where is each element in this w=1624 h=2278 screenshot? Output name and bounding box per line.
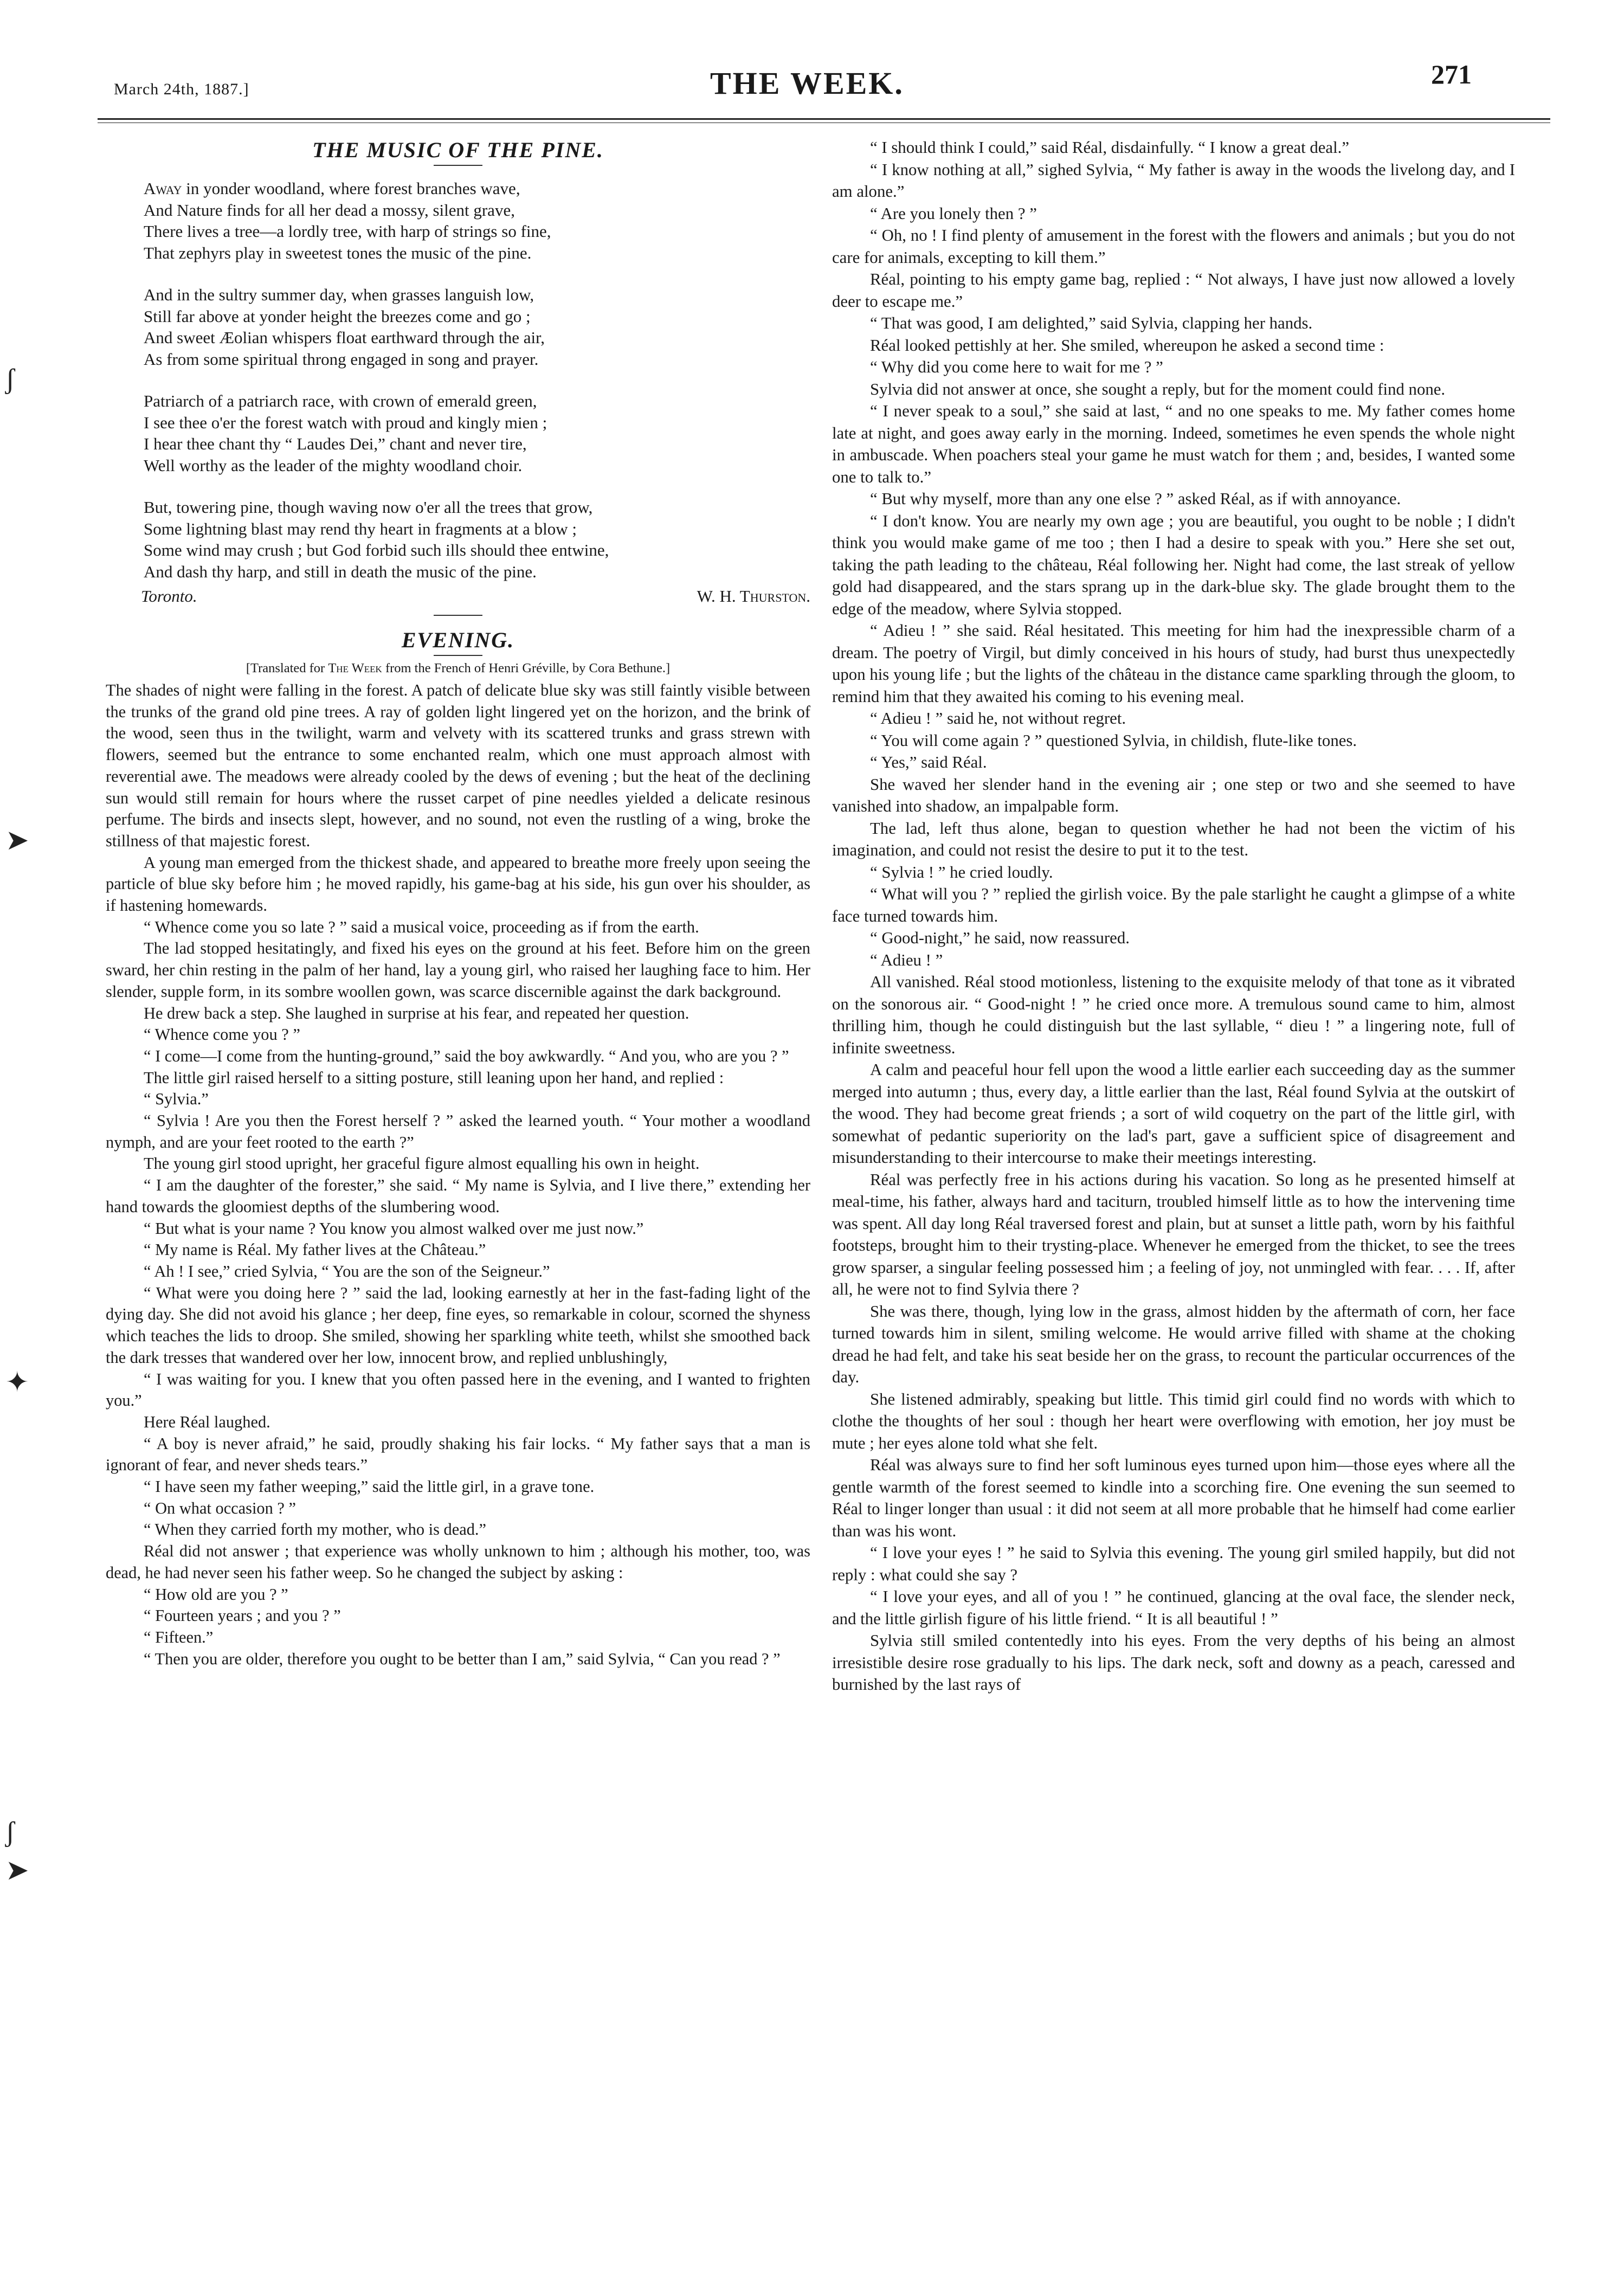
story-paragraph: “ But what is your name ? You know you almost walked over me just now.” xyxy=(144,1219,644,1238)
story-paragraph: “ Then you are older, therefore you ought to be better than I am,” said Sylvia, “ Can you read ? ” xyxy=(144,1649,781,1668)
story-paragraph: All vanished. Réal stood motionless, listening to the exquisite melody of that tone as it vibrated on the sonorous air. “ Good-night ! ” he cried once more. A tremulous sound came to him, almost thrilling him, though he could distinguish but the last syllable, “ dieu ! ” a lingering note, full of infinite sweetness. xyxy=(832,973,1515,1057)
story-paragraph: “ Adieu ! ” said he, not without regret. xyxy=(870,709,1126,728)
poem-line: As from some spiritual throng engaged in song and prayer. xyxy=(144,349,539,369)
story-paragraph: “ I know nothing at all,” sighed Sylvia, “ My father is away in the woods the livelong day, and I am alone.” xyxy=(832,160,1515,201)
poem-line: And dash thy harp, and still in death the music of the pine. xyxy=(144,562,537,581)
poem-stanza xyxy=(144,497,810,582)
poem-line: Away in yonder woodland, where forest branches wave, xyxy=(144,179,520,198)
story-text-right xyxy=(832,137,1515,1696)
poem-title: THE MUSIC OF THE PINE. xyxy=(312,138,604,162)
story-paragraph: “ How old are you ? ” xyxy=(144,1585,288,1604)
story-paragraph: “ Ah ! I see,” cried Sylvia, “ You are the son of the Seigneur.” xyxy=(144,1262,550,1280)
poem-body xyxy=(106,178,810,582)
issue-date: March 24th, 1887.] xyxy=(114,80,249,98)
margin-mark: ➤ xyxy=(5,825,29,856)
margin-mark: ✦ xyxy=(5,1367,29,1398)
story-paragraph: “ My name is Réal. My father lives at the Château.” xyxy=(144,1240,486,1259)
story-paragraph: The young girl stood upright, her graceful figure almost equalling his own in height. xyxy=(144,1154,700,1173)
story-paragraph: “ Sylvia ! ” he cried loudly. xyxy=(870,863,1053,881)
story-paragraph: “ Adieu ! ” she said. Réal hesitated. This meeting for him had the inexpressible charm of a dream. The poetry of Virgil, but dimly conceived in his hours of study, had burst thus unexpectedly upon his young life ; but the lights of the château in the distance came sparkling through the gloom, to remind him that they awaited his coming to his evening meal. xyxy=(832,621,1515,706)
poem-line: Still far above at yonder height the breezes come and go ; xyxy=(144,306,531,326)
story-paragraph: “ What will you ? ” replied the girlish voice. By the pale starlight he caught a glimpse of a white face turned towards him. xyxy=(832,885,1515,925)
story-paragraph: “ Why did you come here to wait for me ? ” xyxy=(870,358,1163,376)
story-paragraph: “ Good-night,” he said, now reassured. xyxy=(870,929,1130,947)
story-paragraph: “ I am the daughter of the forester,” she said. “ My name is Sylvia, and I live there,” extending her hand towards the gloomiest depths of the slumbering wood. xyxy=(106,1176,810,1216)
story-paragraph: Sylvia did not answer at once, she sought a reply, but for the moment could find none. xyxy=(870,379,1446,398)
right-column xyxy=(832,137,1515,1696)
story-paragraph: “ I have seen my father weeping,” said the little girl, in a grave tone. xyxy=(144,1477,595,1496)
story-paragraph: Réal did not answer ; that experience was wholly unknown to him ; although his mother, too, was dead, he had never seen his father weep. So he changed the subject by asking : xyxy=(106,1542,810,1582)
story-paragraph: “ Whence come you ? ” xyxy=(144,1025,300,1044)
story-paragraph: “ I love your eyes ! ” he said to Sylvia this evening. The young girl smiled happily, but did not reply : what could she say ? xyxy=(832,1543,1515,1584)
story-paragraph: “ Fifteen.” xyxy=(144,1627,214,1646)
story-paragraph: “ Fourteen years ; and you ? ” xyxy=(144,1606,341,1625)
story-paragraph: Sylvia still smiled contentedly into his eyes. From the very depths of his being an almost irresistible desire rose gradually to his lips. The dark neck, soft and downy as a peach, caressed and burnished by the last rays of xyxy=(832,1631,1515,1694)
story-paragraph: “ You will come again ? ” questioned Sylvia, in childish, flute-like tones. xyxy=(870,731,1357,750)
title-rule xyxy=(434,165,482,166)
story-paragraph: “ Sylvia ! Are you then the Forest herself ? ” asked the learned youth. “ Your mother a woodland nymph, and are your feet rooted to the earth ?” xyxy=(106,1111,810,1151)
story-paragraph: “ I love your eyes, and all of you ! ” he continued, glancing at the oval face, the slender neck, and the little girlish figure of his little friend. “ It is all beautiful ! ” xyxy=(832,1587,1515,1628)
story-paragraph: “ When they carried forth my mother, who is dead.” xyxy=(144,1520,486,1539)
story-paragraph: “ But why myself, more than any one else ? ” asked Réal, as if with annoyance. xyxy=(870,490,1401,508)
section-rule xyxy=(434,615,482,616)
story-paragraph: She listened admirably, speaking but little. This timid girl could find no words with which to clothe the thoughts of her soul : though her heart were overflowing with emotion, her joy must be mute ; her eyes alone told what she felt. xyxy=(832,1389,1515,1452)
story-paragraph: A calm and peaceful hour fell upon the wood a little earlier each succeeding day as the summer merged into autumn ; thus, every day, a little earlier than the last, Réal found Sylvia at the outskirt of the wood. They had become great friends ; a sort of wild coquetry on the part of the little girl, with somewhat of pedantic superiority on the lad's part, gave a sufficient spice of disagreement and misunderstanding to their intercourse to make their meetings interesting. xyxy=(832,1060,1515,1167)
title-rule xyxy=(434,655,482,656)
poem-place: Toronto. xyxy=(141,587,197,606)
story-paragraph: “ I should think I could,” said Réal, disdainfully. “ I know a great deal.” xyxy=(870,138,1350,157)
poem-line: And Nature finds for all her dead a mossy, silent grave, xyxy=(144,200,515,220)
story-paragraph: Réal was always sure to find her soft luminous eyes turned upon him—those eyes where all the gentle warmth of the forest seemed to kindle into a scorching fire. One evening the sun seemed to Réal to linger longer than usual : it did not seem at all more probable that he himself had come earlier than was his wont. xyxy=(832,1456,1515,1540)
story-paragraph: “ Are you lonely then ? ” xyxy=(870,204,1037,223)
story-paragraph: “ Oh, no ! I find plenty of amusement in the forest with the flowers and animals ; but you do not care for animals, excepting to kill them.” xyxy=(832,226,1515,267)
translation-note: [Translated for The Week from the French of Henri Gréville, by Cora Bethune.] xyxy=(246,661,671,675)
story-paragraph: “ That was good, I am delighted,” said Sylvia, clapping her hands. xyxy=(870,314,1313,332)
poem-author: W. H. Thurston. xyxy=(697,587,810,606)
story-paragraph: “ Sylvia.” xyxy=(144,1090,209,1109)
story-paragraph: Réal looked pettishly at her. She smiled, whereupon he asked a second time : xyxy=(870,336,1384,355)
story-paragraph: She waved her slender hand in the evening air ; one step or two and she seemed to have vanished into shadow, an impalpable form. xyxy=(832,775,1515,815)
story-paragraph: “ On what occasion ? ” xyxy=(144,1498,296,1517)
poem-line: I hear thee chant thy “ Laudes Dei,” chant and never tire, xyxy=(144,434,527,453)
poem-line: Well worthy as the leader of the mighty woodland choir. xyxy=(144,455,523,475)
story-paragraph: “ What were you doing here ? ” said the lad, looking earnestly at her in the fast-fading light of the dying day. She did not avoid his glance ; her deep, fine eyes, so remarkable in colour, scorned the shyness which teaches the lids to droop. She smiled, showing her sparkling white teeth, whilst she smoothed back the dark tresses that wandered over her low, innocent brow, and replied unblushingly, xyxy=(106,1283,810,1367)
poem-line: That zephyrs play in sweetest tones the music of the pine. xyxy=(144,243,532,262)
story-paragraph: The shades of night were falling in the forest. A patch of delicate blue sky was still faintly visible between the trunks of the grand old pine trees. A ray of golden light lingered yet on the horizon, and the brink of the wood, seen thus in the twilight, warm and velvety with its scattered trunks and grass strewn with flowers, seemed but the entrance to some enchanted realm, which one must approach almost with reverential awe. The meadows were already cooled by the dews of evening ; but the heat of the declining sun would still remain for hours where the russet carpet of pine needles yielded a delicate resinous perfume. The birds and insects slept, however, and no sound, not even the rustling of a wing, broke the stillness of that majestic forest. xyxy=(106,681,810,850)
drop-word: Away xyxy=(144,179,182,198)
story-paragraph: He drew back a step. She laughed in surprise at his fear, and repeated her question. xyxy=(144,1003,689,1022)
header-rule xyxy=(98,118,1550,120)
story-paragraph: The lad stopped hesitatingly, and fixed his eyes on the ground at his feet. Before him on the green sward, her chin resting in the palm of her hand, lay a young girl, who raised her laughing face to him. Her slender, supple form, in its sombre woollen gown, was scarce discernible against the dark background. xyxy=(106,939,810,1001)
story-paragraph: Réal, pointing to his empty game bag, replied : “ Not always, I have just now allowed a lovely deer to escape me.” xyxy=(832,270,1515,311)
poem-stanza xyxy=(144,390,810,476)
story-paragraph: “ Adieu ! ” xyxy=(870,950,943,969)
margin-mark: ʃ xyxy=(5,1817,15,1848)
poem-line: Some lightning blast may rend thy heart in fragments at a blow ; xyxy=(144,519,577,538)
story-paragraph: “ A boy is never afraid,” he said, proudly shaking his fair locks. “ My father says that a man is ignorant of fear, and never sheds tears.” xyxy=(106,1434,810,1475)
story-paragraph: “ Whence come you so late ? ” said a musical voice, proceeding as if from the earth. xyxy=(144,917,699,936)
story-paragraph: The lad, left thus alone, began to question whether he had not been the victim of his imagination, and could not resist the desire to put it to the test. xyxy=(832,819,1515,859)
story-paragraph: Here Réal laughed. xyxy=(144,1412,270,1431)
story-title: EVENING. xyxy=(401,628,515,652)
story-paragraph: A young man emerged from the thickest shade, and appeared to breathe more freely upon seeing the particle of blue sky before him ; he moved rapidly, his game-bag at his side, his gun over his shoulder, as if hastening homewards. xyxy=(106,853,810,915)
publication-title: THE WEEK. xyxy=(710,66,904,101)
poem-line: I see thee o'er the forest watch with proud and kingly mien ; xyxy=(144,413,547,432)
story-paragraph: “ I never speak to a soul,” she said at last, “ and no one speaks to me. My father comes home late at night, and goes away early in the morning. Indeed, sometimes he even spends the whole night in ambuscade. When poachers steal your game he must watch for them ; and, besides, I wanted some one to talk to.” xyxy=(832,402,1515,486)
poem-line: Patriarch of a patriarch race, with crown of emerald green, xyxy=(144,391,537,410)
poem-line: And sweet Æolian whispers float earthward through the air, xyxy=(144,328,545,347)
story-text-left xyxy=(106,680,810,1670)
story-paragraph: “ I was waiting for you. I knew that you often passed here in the evening, and I wanted to frighten you.” xyxy=(106,1369,810,1410)
story-paragraph: Réal was perfectly free in his actions during his vacation. So long as he presented himself at meal-time, his father, always hard and taciturn, troubled himself little as to how the intervening time was spent. All day long Réal traversed forest and plain, but at sunset a little path, worn by his faithful footsteps, brought him to their trysting-place. Whenever he emerged from the thicket, to see the trees grow sparser, a singular feeling possessed him ; a feeling of joy, not unmingled with fear. . . . If, after all, he were not to find Sylvia there ? xyxy=(832,1170,1515,1298)
margin-mark: ➤ xyxy=(5,1855,29,1886)
story-paragraph: “ I come—I come from the hunting-ground,” said the boy awkwardly. “ And you, who are you ? ” xyxy=(144,1046,789,1065)
page-header xyxy=(0,0,1624,136)
story-paragraph: “ I don't know. You are nearly my own age ; you are beautiful, you ought to be noble ; I didn't think you would make game of me too ; then I had a desire to speak with you.” Here she set out, taking the path leading to the château, Réal following her. Night had come, the last streak of yellow gold had disappeared, and the stars sprang up in the dark-blue sky. The glade brought them to the edge of the meadow, where Sylvia stopped. xyxy=(832,511,1515,618)
story-paragraph: She was there, though, lying low in the grass, almost hidden by the aftermath of corn, her face turned towards him in silent, smiling welcome. He would arrive filled with shame at the choking dread he had felt, and take his seat beside her on the grass, to recount the particular occurrences of the day. xyxy=(832,1302,1515,1386)
poem-stanza xyxy=(144,284,810,370)
story-paragraph: “ Yes,” said Réal. xyxy=(870,753,987,771)
page-number: 271 xyxy=(1431,59,1472,89)
poem-line: And in the sultry summer day, when grasses languish low, xyxy=(144,285,534,304)
poem-signature xyxy=(106,587,810,613)
margin-mark: ʃ xyxy=(5,364,15,395)
poem-line: But, towering pine, though waving now o'er all the trees that grow, xyxy=(144,498,593,517)
poem-stanza xyxy=(144,178,810,263)
poem-line: There lives a tree—a lordly tree, with harp of strings so fine, xyxy=(144,222,551,241)
left-column xyxy=(106,137,810,1670)
story-paragraph: The little girl raised herself to a sitting posture, still leaning upon her hand, and replied : xyxy=(144,1068,724,1087)
poem-line: Some wind may crush ; but God forbid such ills should thee entwine, xyxy=(144,540,609,559)
